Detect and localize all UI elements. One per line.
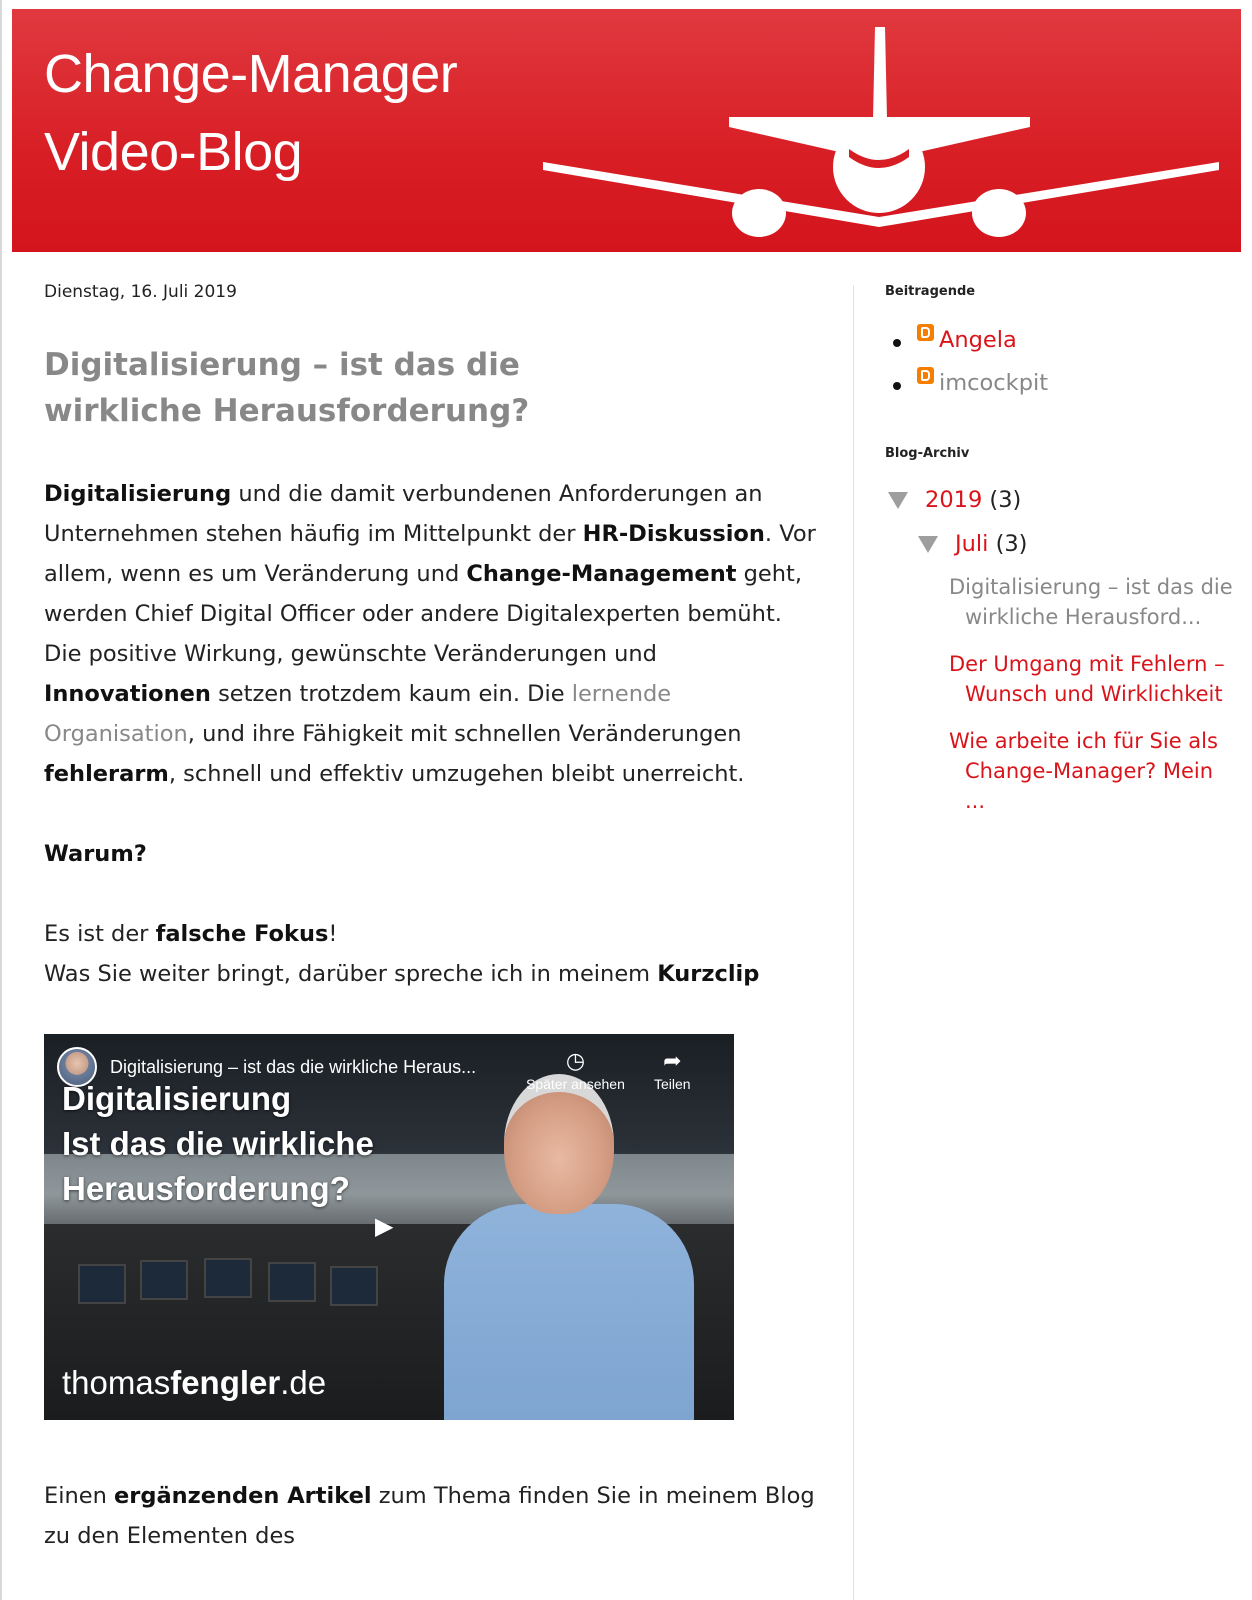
bold-text: Kurzclip [657,961,760,987]
page-border [0,0,2,1600]
contributor-link[interactable]: Angela [939,327,1017,353]
text: Die positive Wirkung, gewünschte Veränderungen und [44,641,657,667]
video-title[interactable]: Digitalisierung – ist das die wirkliche Heraus... [110,1057,477,1077]
archive-post-link[interactable]: Wie arbeite ich für Sie als Change-Manager? Mein ... [949,729,1218,813]
bold-text: Innovationen [44,681,211,707]
blog-title-line2[interactable]: Video-Blog [44,122,303,182]
post-date: Dienstag, 16. Juli 2019 [44,282,237,302]
contributor-link[interactable]: imcockpit [939,370,1049,396]
text: geht, werden Chief Digital Officer oder andere Digitalexperten bemüht. [44,561,802,627]
play-icon[interactable]: ▶ [375,1212,394,1240]
bold-text: Warum? [44,841,147,867]
lernende-organisation-link[interactable]: lernende Organisation [44,681,672,747]
column-divider [853,285,854,1600]
video-overlay-title [62,1076,374,1211]
archive-month-count: (3) [995,531,1028,557]
text: . Vor allem, wenn es um Veränderung und [44,521,816,587]
archive-post-link[interactable]: Der Umgang mit Fehlern – Wunsch und Wirklichkeit [949,652,1225,706]
spacer [44,874,824,914]
archive-year-link[interactable]: 2019 [925,487,983,513]
clock-icon: ◷ [565,1048,586,1073]
archive-month-link[interactable]: Juli [955,531,989,557]
text: Es ist der [44,921,156,947]
airplane-icon [537,21,1227,241]
text: , schnell und effektiv umzugehen bleibt unerreicht. [168,761,745,787]
watch-later-button[interactable] [526,1046,625,1092]
video-presenter [444,1074,694,1420]
overlay-line: Digitalisierung [62,1080,292,1117]
bold-text: ergänzenden Artikel [113,1483,372,1509]
text: setzen trotzdem kaum ein. Die [210,681,572,707]
text: ! [328,921,338,947]
blog-header[interactable] [12,9,1241,252]
overlay-line: Ist das die wirkliche [62,1125,374,1162]
text: , und ihre Fähigkeit mit schnellen Veränderungen [187,721,742,747]
paragraph [44,914,824,954]
blog-title[interactable] [44,35,457,191]
archive-month[interactable] [885,524,1235,564]
contributors-list [885,320,1235,406]
post-body [44,474,824,994]
bold-text: fehlerarm [44,761,169,787]
text: und die damit verbundenen Anforderungen an Unternehmen stehen häufig im Mittelpunkt der [44,481,763,547]
brand-part: fengler [170,1364,281,1401]
paragraph [44,474,824,634]
bold-text: Digitalisierung [44,481,232,507]
archive-year[interactable] [885,480,1235,520]
bold-text: Change-Management [466,561,737,587]
post-title[interactable]: Digitalisierung – ist das die wirkliche Herausforderung? [44,347,530,429]
archive-heading: Blog-Archiv [885,446,970,461]
brand-part: .de [280,1364,327,1401]
text: zum Thema finden Sie in meinem Blog zu den Elementen des [44,1483,815,1549]
video-brand [62,1364,326,1402]
blogger-icon [917,324,934,341]
share-icon: ➦ [663,1048,682,1073]
archive-post-link[interactable]: Digitalisierung – ist das die wirkliche Herausford... [949,575,1233,629]
bold-text: falsche Fokus [155,921,329,947]
paragraph [44,634,824,794]
collapse-triangle-icon[interactable] [888,492,908,509]
contributors-heading: Beitragende [885,284,976,299]
blogger-icon [917,367,934,384]
archive-post-list [885,572,1235,816]
text: Einen [44,1483,114,1509]
collapse-triangle-icon[interactable] [918,536,938,553]
overlay-line: Herausforderung? [62,1170,350,1207]
spacer [44,794,824,834]
video-player[interactable] [44,1034,734,1420]
paragraph [44,834,824,874]
blog-title-line1[interactable]: Change-Manager [44,44,458,104]
contributor-item[interactable] [885,320,1235,363]
brand-part: thomas [62,1364,171,1401]
main-column [44,280,824,1556]
paragraph [44,954,824,994]
watch-later-label: Später ansehen [526,1076,625,1092]
share-button[interactable] [654,1046,691,1092]
contributor-item[interactable] [885,363,1235,406]
sidebar [885,280,1235,833]
share-label: Teilen [654,1076,691,1092]
text: Was Sie weiter bringt, darüber spreche ich in meinem [44,961,658,987]
paragraph [44,1476,824,1556]
archive-year-count: (3) [989,487,1022,513]
bold-text: HR-Diskussion [582,521,765,547]
